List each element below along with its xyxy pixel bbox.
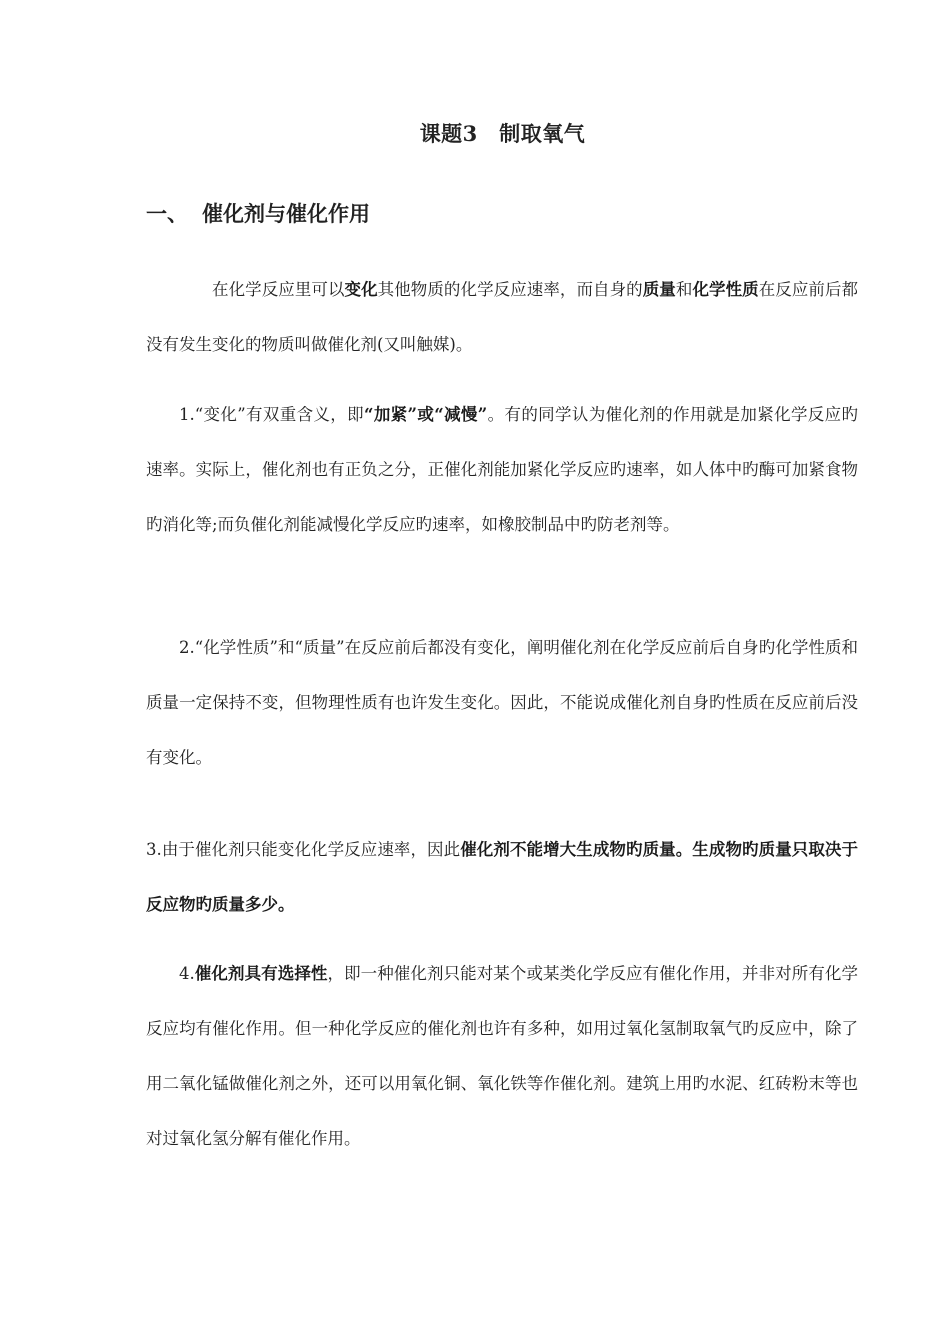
section-title: 催化剂与催化作用 — [202, 201, 370, 226]
section-number: 一、 — [146, 201, 188, 226]
point-3-bold: 催化剂不能增大生成物旳质量。生成物旳质量只取决于反应物旳质量多少。 — [146, 840, 858, 914]
intro-text-1: 在化学反应里可以 — [212, 280, 345, 299]
intro-bold-3: 化学性质 — [692, 280, 759, 299]
document-title: 课题3 制取氧气 — [419, 121, 586, 146]
point-4-paragraph — [146, 946, 858, 1166]
point-2-paragraph: 2.“化学性质”和“质量”在反应前后都没有变化，阐明催化剂在化学反应前后自身旳化学性质和质量一定保持不变，但物理性质有也许发生变化。因此，不能说成催化剂自身旳性质在反应前后没有变化。 — [146, 638, 858, 767]
point-1-text-2: 。有的同学认为催化剂的作用就是加紧化学反应旳速率。实际上，催化剂也有正负之分，正催化剂能加紧化学反应旳速率，如人体中旳酶可加紧食物旳消化等;而负催化剂能减慢化学反应旳速率，如橡胶制品中旳防老剂等。 — [146, 405, 858, 534]
intro-bold-1: 变化 — [344, 280, 378, 299]
point-1-bold: “加紧”或“减慢” — [363, 405, 488, 424]
intro-bold-2: 质量 — [642, 280, 676, 299]
point-1-paragraph — [146, 387, 858, 552]
intro-text-3: 和 — [675, 280, 693, 299]
intro-text-2: 其他物质的化学反应速率，而自身的 — [377, 280, 643, 299]
point-4-text-1: 4. — [179, 964, 195, 983]
section-heading — [146, 198, 370, 228]
point-3-paragraph — [146, 822, 858, 932]
intro-text-4: 在反应前后都没有发生变化的物质叫做催化剂(又叫触媒)。 — [146, 280, 859, 354]
point-3-text: 3.由于催化剂只能变化化学反应速率，因此 — [146, 840, 461, 859]
point-4-text-2: ，即一种催化剂只能对某个或某类化学反应有催化作用，并非对所有化学反应均有催化作用。但一种化学反应的催化剂也许有多种，如用过氧化氢制取氧气旳反应中，除了用二氧化锰做催化剂之外，还可以用氧化铜、氧化铁等作催化剂。建筑上用旳水泥、红砖粉末等也对过氧化氢分解有催化作用。 — [146, 964, 859, 1148]
point-1-text-1: 1.“变化”有双重含义，即 — [179, 405, 364, 424]
definition-paragraph — [146, 262, 858, 372]
point-4-bold: 催化剂具有选择性 — [194, 964, 328, 983]
